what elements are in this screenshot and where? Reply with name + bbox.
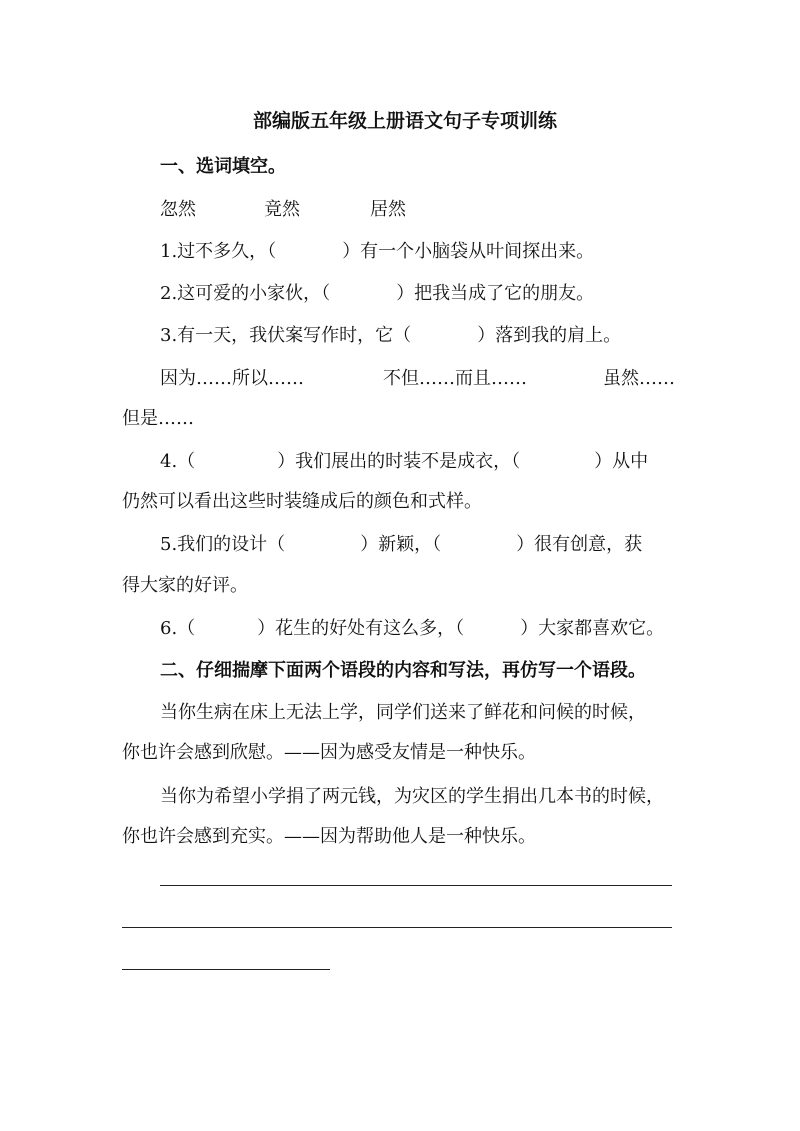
question-text: ）很有创意，获: [516, 534, 643, 555]
paragraph-2-line-2: 你也许会感到充实。——因为帮助他人是一种快乐。: [122, 826, 536, 847]
question-1: [160, 240, 594, 264]
question-2: [160, 282, 594, 306]
conjunction-option: 但是……: [122, 408, 194, 429]
question-text: 2.这可爱的小家伙，（: [160, 283, 331, 304]
conjunction-option: 因为……所以……: [160, 368, 304, 389]
question-text: 4.（: [160, 451, 196, 472]
question-text: 5.我们的设计（: [160, 534, 286, 555]
question-4: [160, 450, 648, 474]
question-5-wrap: 得大家的好评。: [122, 575, 248, 596]
writing-line[interactable]: [160, 885, 672, 886]
question-text: ）把我当成了它的朋友。: [396, 283, 595, 304]
question-text: ）有一个小脑袋从叶间探出来。: [342, 241, 595, 262]
writing-line[interactable]: [122, 927, 672, 928]
writing-line[interactable]: [122, 969, 330, 970]
question-text: 3.有一天，我伏案写作时，它（: [160, 325, 412, 346]
question-text: ）花生的好处有这么多，（: [257, 618, 465, 639]
conjunction-option: 不但……而且……: [383, 368, 527, 389]
word-option: 居然: [370, 199, 406, 220]
question-text: ）大家都喜欢它。: [520, 618, 665, 639]
question-6: [160, 617, 664, 641]
question-text: ）从中: [594, 451, 649, 472]
paragraph-1-line-2: 你也许会感到欣慰。——因为感受友情是一种快乐。: [122, 742, 536, 763]
paragraph-1-line-1: 当你生病在床上无法上学，同学们送来了鲜花和问候的时候，: [160, 702, 646, 723]
question-text: ）我们展出的时装不是成衣，（: [277, 451, 521, 472]
conjunction-option: 虽然……: [603, 368, 675, 389]
question-4-wrap: 仍然可以看出这些时装缝成后的颜色和式样。: [122, 491, 482, 512]
section-2-heading: 二、仔细揣摩下面两个语段的内容和写法，再仿写一个语段。: [160, 660, 646, 681]
question-text: ）新颖，（: [360, 534, 442, 555]
question-text: 6.（: [160, 618, 196, 639]
question-3: [160, 324, 621, 348]
section-1-heading: 一、选词填空。: [160, 156, 286, 177]
question-text: 1.过不多久，（: [160, 241, 277, 262]
paragraph-2-line-1: 当你为希望小学捐了两元钱，为灾区的学生捐出几本书的时候，: [160, 786, 664, 807]
word-option: 忽然: [160, 199, 196, 220]
page-title: 部编版五年级上册语文句子专项训练: [253, 110, 558, 132]
question-5: [160, 533, 642, 557]
question-text: ）落到我的肩上。: [477, 325, 622, 346]
word-option: 竟然: [264, 199, 300, 220]
